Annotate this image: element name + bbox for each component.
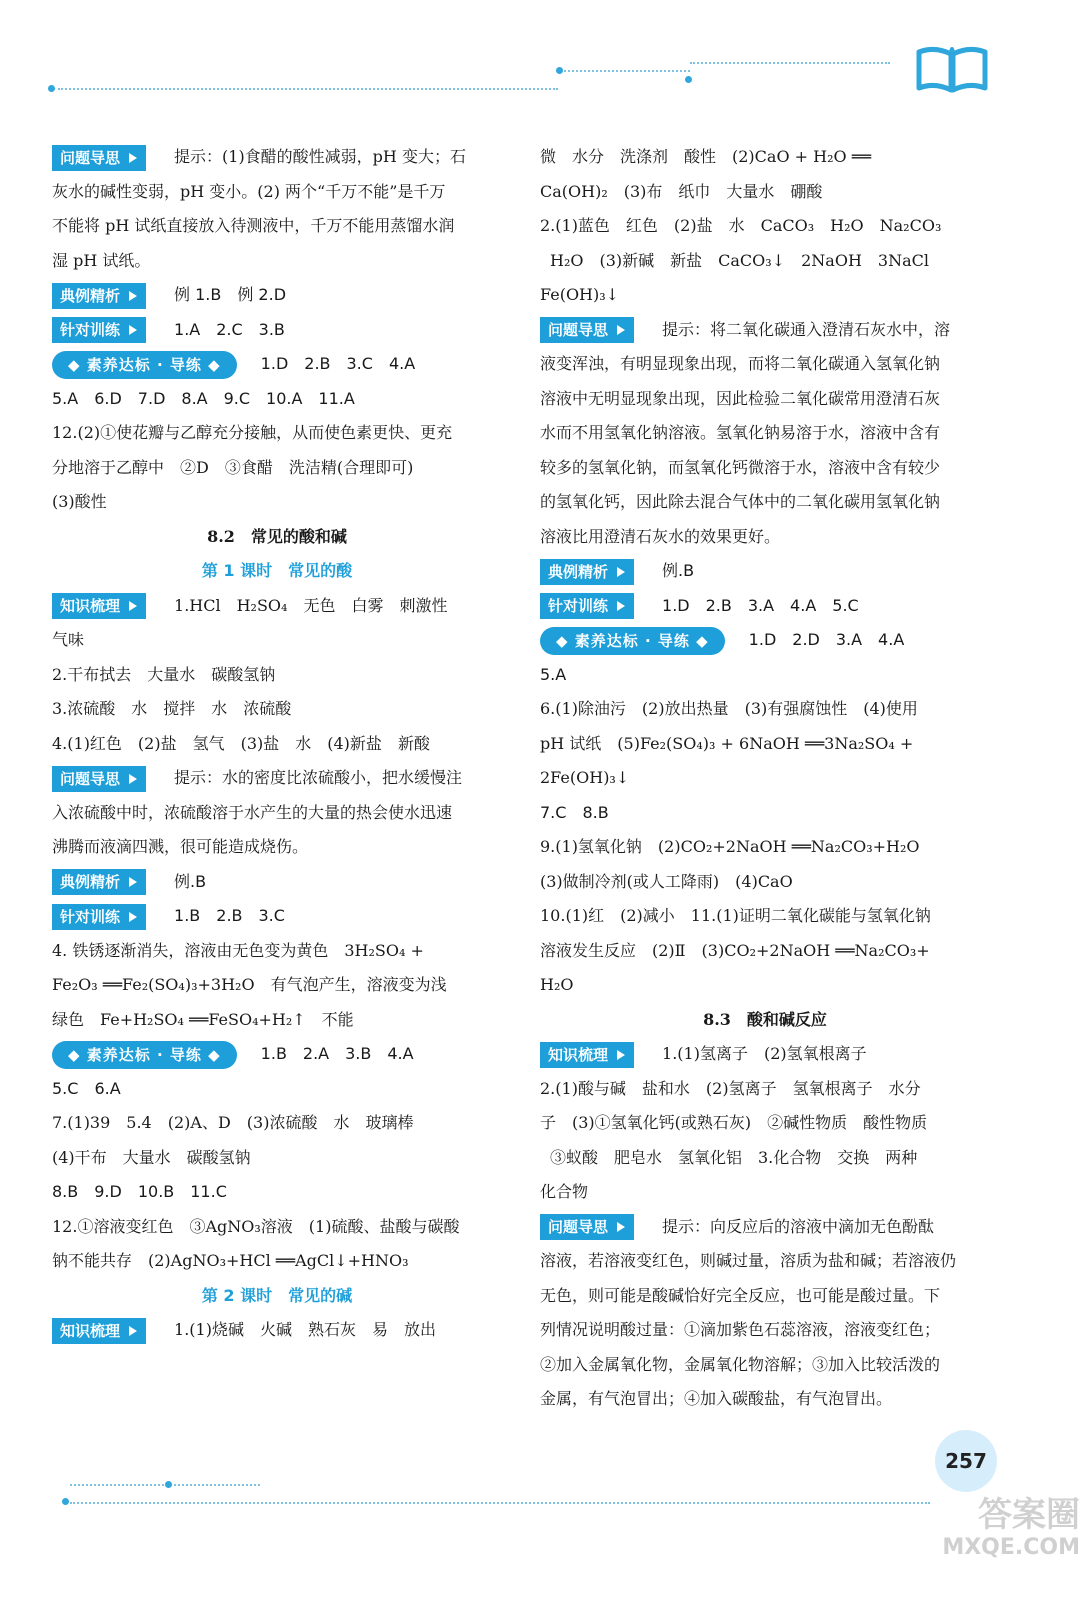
text-line: ②加入金属氧化物，金属氧化物溶解；③加入比较活泼的 xyxy=(540,1354,941,1374)
text-line: 湿 pH 试纸。 xyxy=(52,250,151,270)
answer-line: 12.①溶液变红色 ③AgNO₃溶液 (1)硫酸、盐酸与碳酸 xyxy=(52,1216,460,1236)
answer-line: 气味 xyxy=(52,630,85,649)
zhishi-line: 知识梳理 1.(1)氢离子 (2)氢氧根离子 xyxy=(540,1037,990,1072)
section-title: 8.3 酸和碱反应 xyxy=(703,1009,827,1029)
answer-line: 8.B 9.D 10.B 11.C xyxy=(52,1182,227,1201)
answer-line: H₂O xyxy=(540,975,574,994)
answer-line: 5.A xyxy=(540,664,567,684)
header-dotted-rule xyxy=(58,88,558,90)
tag-dianli-jingxi: 典例精析 xyxy=(52,869,146,895)
page-number: 257 xyxy=(935,1430,997,1492)
suyang-line: ◆ 素养达标 · 导练 ◆ 1.D 2.D 3.A 4.A xyxy=(540,623,990,658)
text-line: 的氢氧化钙，因此除去混合气体中的二氧化碳用氢氧化钠 xyxy=(540,492,941,511)
answer-line: 2.干布拭去 大量水 碳酸氢钠 xyxy=(52,664,276,684)
text-line: 液变浑浊，有明显现象出现，而将二氧化碳通入氢氧化钠 xyxy=(540,354,941,373)
zhendui-line: 针对训练 1.A 2.C 3.B xyxy=(52,313,502,348)
tag-suyang-dabiao: ◆ 素养达标 · 导练 ◆ xyxy=(52,1041,237,1069)
text-line: 溶液，若溶液变红色，则碱过量，溶质为盐和碱；若溶液仍 xyxy=(540,1251,957,1270)
answer-line: 2Fe(OH)₃↓ xyxy=(540,768,630,787)
answer-line: 10.(1)红 (2)减小 11.(1)证明二氧化碳能与氢氧化钠 xyxy=(540,906,931,925)
text-line: 溶液中无明显现象出现，因此检验二氧化碳常用澄清石灰 xyxy=(540,388,941,408)
header-dotted-rule-short xyxy=(560,70,690,72)
lesson-title: 第 2 课时 常见的碱 xyxy=(201,1285,353,1305)
tag-zhishi-shuli: 知识梳理 xyxy=(52,593,146,619)
watermark-line2: MXQE.COM xyxy=(942,1535,1080,1560)
header-dot xyxy=(685,76,692,83)
answer-line: 7.(1)39 5.4 (2)A、D (3)浓硫酸 水 玻璃棒 xyxy=(52,1113,414,1132)
answer-line: Ca(OH)₂ (3)布 纸巾 大量水 硼酸 xyxy=(540,181,823,201)
wd1-line1: 问题导思 提示：(1)食醋的酸性减弱，pH 变大；石 xyxy=(52,140,502,175)
header-dot xyxy=(556,67,563,74)
answer-line: 溶液发生反应 (2)Ⅱ (3)CO₂+2NaOH ══Na₂CO₃+ xyxy=(540,940,930,960)
tag-zhishi-shuli: 知识梳理 xyxy=(540,1042,634,1068)
dianli-line: 典例精析 例.B xyxy=(540,554,990,589)
answer-line: 化合物 xyxy=(540,1182,589,1201)
answer-line: 微 水分 洗涤剂 酸性 (2)CaO + H₂O ══ xyxy=(540,147,871,166)
watermark-line1: 答案圈 xyxy=(978,1495,1080,1535)
answer-line: Fe₂O₃ ══Fe₂(SO₄)₃+3H₂O 有气泡产生，溶液变为浅 xyxy=(52,975,447,994)
answer-line: (4)干布 大量水 碳酸氢钠 xyxy=(52,1147,251,1167)
text-line: 无色，则可能是酸碱恰好完全反应，也可能是酸过量。下 xyxy=(540,1285,941,1305)
tag-suyang-dabiao: ◆ 素养达标 · 导练 ◆ xyxy=(52,351,237,379)
answer-line: 7.C 8.B xyxy=(540,802,609,822)
lesson-title: 第 1 课时 常见的酸 xyxy=(201,561,353,580)
text-line: 溶液比用澄清石灰水的效果更好。 xyxy=(540,526,781,546)
text-line: 列情况说明酸过量：①滴加紫色石蕊溶液，溶液变红色； xyxy=(540,1320,941,1339)
wd2-line1: 问题导思 提示：水的密度比浓硫酸小，把水缓慢注 xyxy=(52,761,502,796)
answer-line: 子 (3)①氢氧化钙(或熟石灰) ②碱性物质 酸性物质 xyxy=(540,1113,928,1132)
answer-line: H₂O (3)新碱 新盐 CaCO₃↓ 2NaOH 3NaCl xyxy=(550,250,929,270)
tag-wenti-daosi: 问题导思 xyxy=(540,317,634,343)
suyang-line: ◆ 素养达标 · 导练 ◆ 1.D 2.B 3.C 4.A xyxy=(52,347,502,382)
footer-dot xyxy=(165,1481,172,1488)
answer-line: 绿色 Fe+H₂SO₄ ══FeSO₄+H₂↑ 不能 xyxy=(52,1009,354,1029)
answer-line: Fe(OH)₃↓ xyxy=(540,285,620,304)
wd3-line1: 问题导思 提示：将二氧化碳通入澄清石灰水中，溶 xyxy=(540,313,990,348)
header-dotted-rule-top xyxy=(690,62,890,64)
answer-line: 分地溶于乙醇中 ②D ③食醋 洗洁精(合理即可) xyxy=(52,457,414,477)
dianli-line: 典例精析 例.B xyxy=(52,865,502,900)
zhendui-line: 针对训练 1.B 2.B 3.C xyxy=(52,899,502,934)
tag-zhendui-xunlian: 针对训练 xyxy=(52,904,146,930)
answer-line: 4. 铁锈逐渐消失，溶液由无色变为黄色 3H₂SO₄ + xyxy=(52,940,424,960)
answer-line: 2.(1)蓝色 红色 (2)盐 水 CaCO₃ H₂O Na₂CO₃ xyxy=(540,216,942,235)
text-line: 入浓硫酸中时，浓硫酸溶于水产生的大量的热会使水迅速 xyxy=(52,802,453,822)
tag-zhendui-xunlian: 针对训练 xyxy=(540,593,634,619)
text-line: 较多的氢氧化钠，而氢氧化钙微溶于水，溶液中含有较少 xyxy=(540,457,941,477)
answer-line: 3.浓硫酸 水 搅拌 水 浓硫酸 xyxy=(52,699,292,718)
text-line: 灰水的碱性变弱，pH 变小。(2) 两个“千万不能”是千万 xyxy=(52,181,446,201)
answer-line: ③蚁酸 肥皂水 氢氧化铝 3.化合物 交换 两种 xyxy=(550,1147,918,1167)
tag-suyang-dabiao: ◆ 素养达标 · 导练 ◆ xyxy=(540,627,725,655)
header-dot xyxy=(48,85,55,92)
answer-line: 5.C 6.A xyxy=(52,1078,121,1098)
left-column xyxy=(52,140,502,1348)
answer-line: 2.(1)酸与碱 盐和水 (2)氢离子 氢氧根离子 水分 xyxy=(540,1078,921,1098)
answer-line: 12.(2)①使花瓣与乙醇充分接触，从而使色素更快、更充 xyxy=(52,423,453,442)
tag-wenti-daosi: 问题导思 xyxy=(52,766,146,792)
answer-line: pH 试纸 (5)Fe₂(SO₄)₃ + 6NaOH ══3Na₂SO₄ + xyxy=(540,733,914,753)
answer-line: 6.(1)除油污 (2)放出热量 (3)有强腐蚀性 (4)使用 xyxy=(540,699,918,718)
answer-line: 4.(1)红色 (2)盐 氢气 (3)盐 水 (4)新盐 新酸 xyxy=(52,733,430,753)
book-icon xyxy=(915,42,989,94)
tag-wenti-daosi: 问题导思 xyxy=(52,145,146,171)
tag-wenti-daosi: 问题导思 xyxy=(540,1214,634,1240)
zhendui-line: 针对训练 1.D 2.B 3.A 4.A 5.C xyxy=(540,589,990,624)
tag-dianli-jingxi: 典例精析 xyxy=(540,559,634,585)
footer-dotted-rule-long xyxy=(70,1502,930,1504)
answer-line: 5.A 6.D 7.D 8.A 9.C 10.A 11.A xyxy=(52,388,355,408)
zhishi-line: 知识梳理 1.HCl H₂SO₄ 无色 白雾 刺激性 xyxy=(52,589,502,624)
text-line: 水而不用氢氧化钠溶液。氢氧化钠易溶于水，溶液中含有 xyxy=(540,423,941,442)
footer-dot xyxy=(62,1498,69,1505)
tag-dianli-jingxi: 典例精析 xyxy=(52,283,146,309)
section-title: 8.2 常见的酸和碱 xyxy=(207,526,347,546)
answer-line: 钠不能共存 (2)AgNO₃+HCl ══AgCl↓+HNO₃ xyxy=(52,1251,409,1270)
zhishi-line: 知识梳理 1.(1)烧碱 火碱 熟石灰 易 放出 xyxy=(52,1313,502,1348)
text-line: 不能将 pH 试纸直接放入待测液中，千万不能用蒸馏水润 xyxy=(52,216,455,235)
tag-zhendui-xunlian: 针对训练 xyxy=(52,317,146,343)
right-column xyxy=(540,140,990,1417)
answer-line: (3)做制冷剂(或人工降雨) (4)CaO xyxy=(540,871,793,891)
answer-line: 9.(1)氢氧化钠 (2)CO₂+2NaOH ══Na₂CO₃+H₂O xyxy=(540,837,920,856)
tag-zhishi-shuli: 知识梳理 xyxy=(52,1318,146,1344)
text-line: 金属，有气泡冒出；④加入碳酸盐，有气泡冒出。 xyxy=(540,1389,893,1408)
wd4-line1: 问题导思 提示：向反应后的溶液中滴加无色酚酞 xyxy=(540,1210,990,1245)
answer-line: (3)酸性 xyxy=(52,492,107,511)
text-line: 沸腾而液滴四溅，很可能造成烧伤。 xyxy=(52,837,309,856)
suyang-line: ◆ 素养达标 · 导练 ◆ 1.B 2.A 3.B 4.A xyxy=(52,1037,502,1072)
watermark xyxy=(890,1495,1080,1561)
dianli-line: 典例精析 例 1.B 例 2.D xyxy=(52,278,502,313)
